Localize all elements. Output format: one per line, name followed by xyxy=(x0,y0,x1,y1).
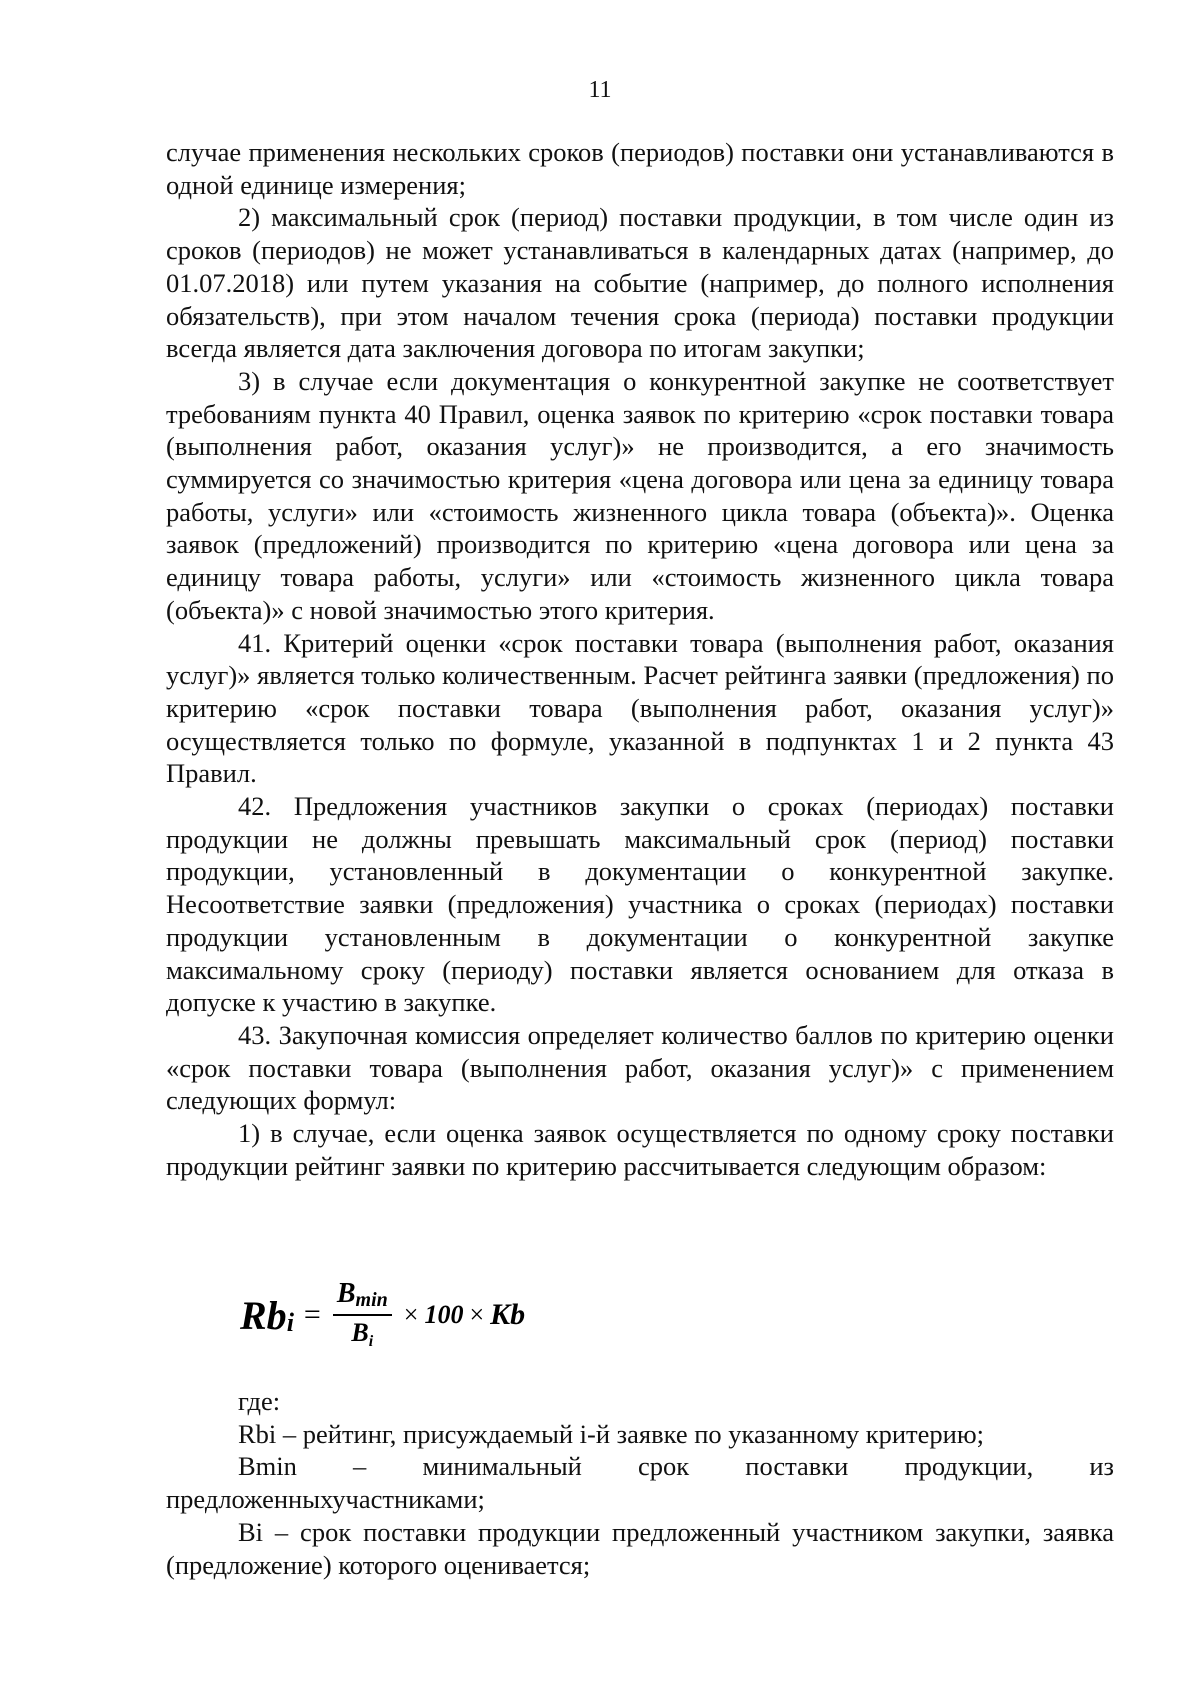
formula-denominator xyxy=(351,1318,373,1352)
paragraph-subitem-1: 1) в случае, если оценка заявок осуществляется по одному сроку поставки продукции рейтинг заявки по критерию рассчитывается следующим образом: xyxy=(166,1118,1114,1181)
denominator-subscript: i xyxy=(368,1333,374,1350)
formula-numerator xyxy=(333,1278,392,1312)
numerator-subscript: min xyxy=(355,1289,388,1311)
paragraph-item-2: 2) максимальный срок (период) поставки продукции, в том числе один из сроков (периодов) не может устанавливаться в календарных датах (например, до 01.07.2018) или путем указания на событие (например, до полного исполнения обязательств), при этом началом течения срока (периода) поставки продукции всегда является дата заключения договора по итогам закупки; xyxy=(166,202,1114,364)
formula-hundred: 100 xyxy=(424,1300,464,1329)
rating-formula xyxy=(240,1270,525,1360)
paragraph-clause-43: 43. Закупочная комиссия определяет количество баллов по критерию оценки «срок поставки товара (выполнения работ, оказания услуг)» с применением следующих формул: xyxy=(166,1019,1114,1116)
numerator-main: B xyxy=(336,1278,356,1309)
paragraph-clause-41: 41. Критерий оценки «срок поставки товара (выполнения работ, оказания услуг)» является только количественным. Расчет рейтинга заявки (предложения) по критерию «срок поставки товара (выполнения работ, оказания услуг)» осуществляется только по формуле, указанной в подпунктах 1 и 2 пункта 43 Правил. xyxy=(166,627,1114,789)
definition-rbi: Rbi – рейтинг, присуждаемый i-й заявке по указанному критерию; xyxy=(238,1418,984,1449)
formula-times-1: × xyxy=(403,1300,419,1329)
formula-lhs: Rb xyxy=(240,1292,287,1338)
formula-lhs-subscript: i xyxy=(286,1308,294,1337)
definition-bmin-continuation: предложенныхучастниками; xyxy=(166,1484,485,1515)
paragraph-continuation: случае применения нескольких сроков (периодов) поставки они устанавливаются в одной единице измерения; xyxy=(166,137,1114,200)
formula-times-2: × xyxy=(469,1300,485,1329)
fraction-bar xyxy=(333,1314,392,1316)
definitions-intro: где: xyxy=(238,1386,281,1416)
page-number: 11 xyxy=(588,77,612,103)
formula-definitions xyxy=(166,1385,1114,1581)
formula-fraction xyxy=(333,1278,392,1352)
definition-bi: Bi – срок поставки продукции предложенный участником закупки, заявка (предложение) которого оценивается; xyxy=(166,1516,1114,1580)
denominator-main: B xyxy=(351,1318,369,1347)
formula-equals: = xyxy=(303,1298,321,1331)
document-body xyxy=(166,136,1114,1183)
paragraph-item-3: 3) в случае если документация о конкурентной закупке не соответствует требованиям пункта 40 Правил, оценка заявок по критерию «срок поставки товара (выполнения работ, оказания услуг)» не производится, а его значимость суммируется со значимостью критерия «цена договора или цена за единицу товара работы, услуги» или «стоимость жизненного цикла товара (объекта)». Оценка заявок (предложений) производится по критерию «цена договора или цена за единицу товара работы, услуги» или «стоимость жизненного цикла товара (объекта)» с новой значимостью этого критерия. xyxy=(166,365,1114,625)
formula-coefficient: Kb xyxy=(490,1298,526,1331)
definition-bmin: Bmin – минимальный срок поставки продукции, из xyxy=(238,1451,1114,1482)
paragraph-clause-42: 42. Предложения участников закупки о сроках (периодах) поставки продукции не должны превышать максимальный срок (период) поставки продукции, установленный в документации о конкурентной закупке. Несоответствие заявки (предложения) участника о сроках (периодах) поставки продукции установленным в документации о конкурентной закупке максимальному сроку (периоду) поставки является основанием для отказа в допуске к участию в закупке. xyxy=(166,791,1114,1018)
